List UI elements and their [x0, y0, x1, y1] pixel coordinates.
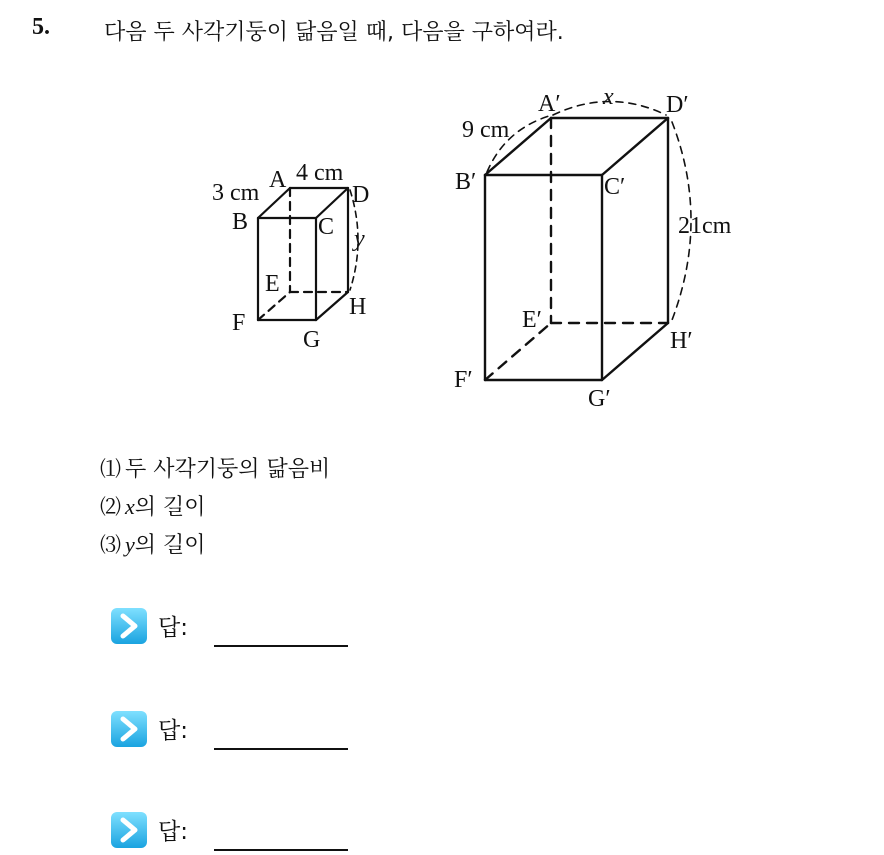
dim-side-large: 9 cm — [462, 117, 510, 143]
label-C: C — [318, 214, 335, 240]
answer-label: 답: — [158, 819, 188, 845]
answer-blank-3[interactable] — [214, 849, 348, 851]
subquestion-variable: x — [125, 494, 135, 519]
question-number: 5. — [32, 14, 50, 40]
chevron-right-icon — [110, 710, 148, 748]
chevron-right-icon — [110, 607, 148, 645]
label-F: F — [232, 310, 246, 336]
subquestion-number: ⑴ — [100, 457, 121, 481]
var-x: x — [603, 84, 614, 110]
dim-height-large: 21cm — [678, 213, 732, 239]
chevron-right-icon — [110, 811, 148, 849]
label-G-prime: G′ — [588, 386, 611, 412]
subquestion-1 — [100, 450, 330, 488]
var-y: y — [354, 226, 365, 252]
subquestion-number: ⑵ — [100, 495, 121, 519]
label-A: A — [269, 167, 287, 193]
answer-row-1 — [110, 607, 370, 651]
large-prism-labels — [454, 84, 732, 412]
label-E-prime: E′ — [522, 307, 542, 333]
label-G: G — [303, 327, 321, 353]
subquestion-3 — [100, 526, 330, 564]
dim-top-small: 4 cm — [296, 160, 344, 186]
answer-label: 답: — [158, 718, 188, 744]
large-prism — [485, 102, 691, 381]
dim-side-small: 3 cm — [212, 180, 260, 206]
label-D: D — [352, 182, 370, 208]
label-H-prime: H′ — [670, 328, 693, 354]
answer-label: 답: — [158, 615, 188, 641]
label-A-prime: A′ — [538, 91, 561, 117]
subquestion-2 — [100, 488, 330, 526]
answer-blank-1[interactable] — [214, 645, 348, 647]
label-D-prime: D′ — [666, 92, 689, 118]
subquestion-text: 의 길이 — [134, 495, 206, 520]
label-E: E — [265, 271, 280, 297]
label-B: B — [232, 209, 249, 235]
label-H: H — [349, 294, 367, 320]
answer-blank-2[interactable] — [214, 748, 348, 750]
small-prism — [258, 188, 358, 320]
label-F-prime: F′ — [454, 367, 473, 393]
subquestion-text: 의 길이 — [134, 533, 206, 558]
answer-row-2 — [110, 710, 370, 754]
subquestion-number: ⑶ — [100, 533, 121, 557]
question-text: 다음 두 사각기둥이 닮음일 때, 다음을 구하여라. — [104, 20, 564, 45]
subquestion-list — [100, 450, 330, 564]
answer-row-3 — [110, 811, 370, 855]
label-B-prime: B′ — [455, 169, 477, 195]
subquestion-variable: y — [125, 532, 135, 557]
subquestion-text: 두 사각기둥의 닮음비 — [125, 457, 331, 482]
label-C-prime: C′ — [604, 174, 626, 200]
